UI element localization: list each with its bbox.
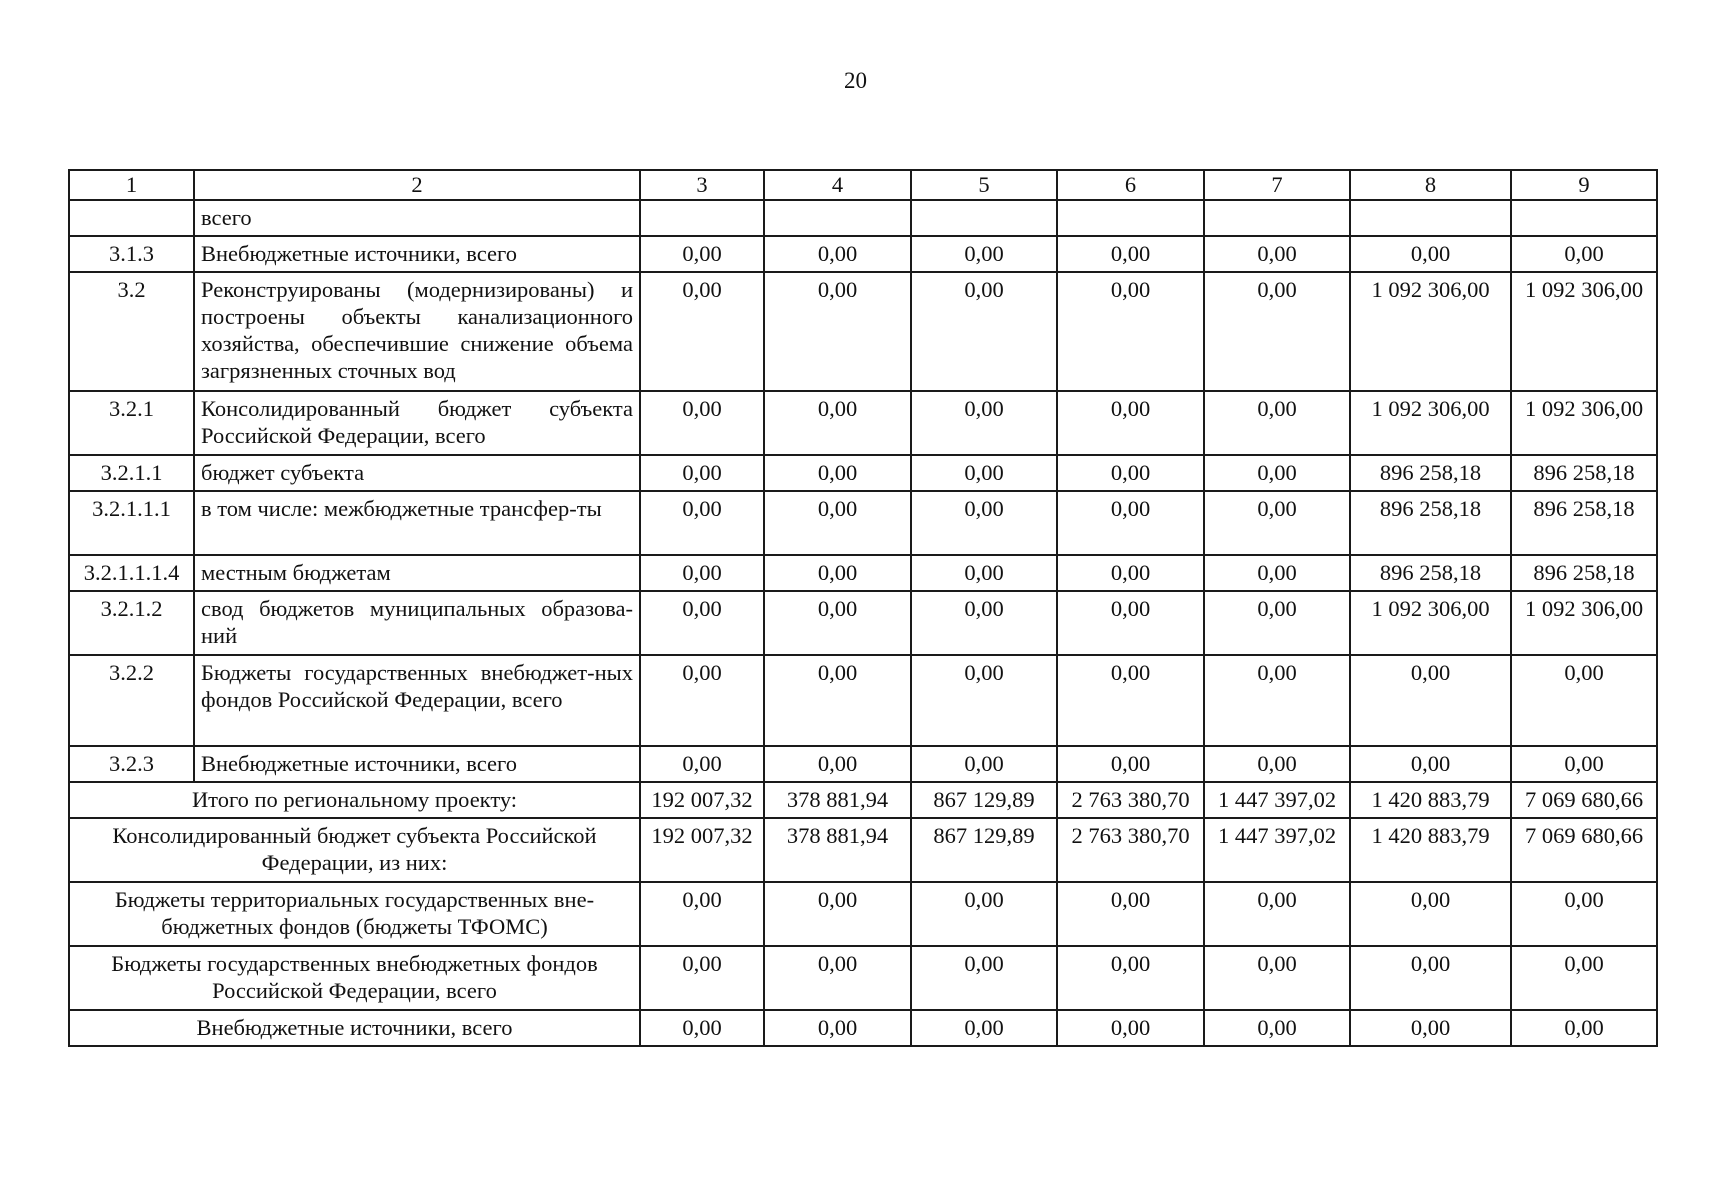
- total-value-cell: 0,00: [911, 882, 1057, 946]
- total-value-cell: 0,00: [640, 1010, 764, 1046]
- value-cell: 0,00: [911, 591, 1057, 655]
- value-cell: 0,00: [764, 746, 911, 782]
- value-cell: 0,00: [911, 491, 1057, 555]
- column-number-header: 2: [194, 170, 640, 200]
- table-row: [69, 200, 1657, 236]
- value-cell: 896 258,18: [1511, 491, 1657, 555]
- value-cell: [1057, 200, 1204, 236]
- total-value-cell: 0,00: [1204, 946, 1350, 1010]
- value-cell: 0,00: [764, 491, 911, 555]
- value-cell: 896 258,18: [1350, 555, 1511, 591]
- total-value-cell: 1 447 397,02: [1204, 782, 1350, 818]
- value-cell: 0,00: [1057, 555, 1204, 591]
- column-number-header: 5: [911, 170, 1057, 200]
- value-cell: 0,00: [764, 655, 911, 746]
- total-value-cell: 0,00: [1204, 882, 1350, 946]
- value-cell: 0,00: [1057, 655, 1204, 746]
- row-code-cell: 3.1.3: [69, 236, 194, 272]
- value-cell: 0,00: [640, 455, 764, 491]
- total-value-cell: 192 007,32: [640, 818, 764, 882]
- total-value-cell: 0,00: [1350, 946, 1511, 1010]
- value-cell: 0,00: [764, 391, 911, 455]
- row-code-cell: 3.2.1.2: [69, 591, 194, 655]
- table-row: [69, 555, 1657, 591]
- value-cell: 0,00: [1057, 746, 1204, 782]
- total-value-cell: 7 069 680,66: [1511, 782, 1657, 818]
- row-code-cell: 3.2.1.1: [69, 455, 194, 491]
- value-cell: 896 258,18: [1511, 455, 1657, 491]
- value-cell: [1350, 200, 1511, 236]
- total-value-cell: 0,00: [1057, 882, 1204, 946]
- value-cell: 0,00: [764, 272, 911, 391]
- value-cell: 0,00: [1511, 236, 1657, 272]
- value-cell: 0,00: [1204, 272, 1350, 391]
- column-number-header: 9: [1511, 170, 1657, 200]
- value-cell: 0,00: [640, 236, 764, 272]
- total-value-cell: 0,00: [640, 946, 764, 1010]
- row-name-cell: местным бюджетам: [194, 555, 640, 591]
- value-cell: 1 092 306,00: [1350, 591, 1511, 655]
- value-cell: 0,00: [640, 591, 764, 655]
- total-value-cell: 1 420 883,79: [1350, 782, 1511, 818]
- value-cell: 0,00: [640, 746, 764, 782]
- column-number-header: 7: [1204, 170, 1350, 200]
- value-cell: [640, 200, 764, 236]
- table-row: [69, 655, 1657, 746]
- total-value-cell: 0,00: [1350, 882, 1511, 946]
- value-cell: 0,00: [1204, 391, 1350, 455]
- value-cell: 0,00: [911, 746, 1057, 782]
- value-cell: 0,00: [1204, 746, 1350, 782]
- value-cell: [1511, 200, 1657, 236]
- total-value-cell: 0,00: [1204, 1010, 1350, 1046]
- value-cell: [764, 200, 911, 236]
- row-code-cell: 3.2.2: [69, 655, 194, 746]
- value-cell: 896 258,18: [1350, 491, 1511, 555]
- value-cell: 0,00: [1204, 591, 1350, 655]
- row-name-cell: Реконструированы (модернизированы) и построены объекты канализационного хозяйства, обеспечившие снижение объема загрязненных сточных вод: [194, 272, 640, 391]
- total-value-cell: 2 763 380,70: [1057, 782, 1204, 818]
- total-value-cell: 867 129,89: [911, 782, 1057, 818]
- total-value-cell: 1 420 883,79: [1350, 818, 1511, 882]
- value-cell: 0,00: [1204, 555, 1350, 591]
- row-name-cell: бюджет субъекта: [194, 455, 640, 491]
- column-number-header: 4: [764, 170, 911, 200]
- row-name-cell: Внебюджетные источники, всего: [194, 746, 640, 782]
- value-cell: [1204, 200, 1350, 236]
- budget-table: [68, 169, 1658, 1047]
- value-cell: 0,00: [640, 391, 764, 455]
- total-value-cell: 7 069 680,66: [1511, 818, 1657, 882]
- value-cell: 0,00: [1511, 655, 1657, 746]
- value-cell: 0,00: [640, 655, 764, 746]
- value-cell: 0,00: [640, 555, 764, 591]
- total-value-cell: 2 763 380,70: [1057, 818, 1204, 882]
- table-row: [69, 455, 1657, 491]
- total-label-cell: Внебюджетные источники, всего: [69, 1010, 640, 1046]
- value-cell: 0,00: [1350, 655, 1511, 746]
- value-cell: 0,00: [1511, 746, 1657, 782]
- total-value-cell: 1 447 397,02: [1204, 818, 1350, 882]
- value-cell: 0,00: [764, 455, 911, 491]
- total-value-cell: 0,00: [764, 946, 911, 1010]
- column-number-header: 8: [1350, 170, 1511, 200]
- row-name-cell: в том числе: межбюджетные трансфер-ты: [194, 491, 640, 555]
- total-label-cell: Консолидированный бюджет субъекта Российской Федерации, из них:: [69, 818, 640, 882]
- row-name-cell: Бюджеты государственных внебюджет-ных фондов Российской Федерации, всего: [194, 655, 640, 746]
- table-row: [69, 746, 1657, 782]
- value-cell: 0,00: [911, 555, 1057, 591]
- total-row: [69, 1010, 1657, 1046]
- total-value-cell: 0,00: [1511, 1010, 1657, 1046]
- total-value-cell: 0,00: [911, 1010, 1057, 1046]
- total-label-cell: Итого по региональному проекту:: [69, 782, 640, 818]
- value-cell: 0,00: [1350, 236, 1511, 272]
- table-row: [69, 236, 1657, 272]
- value-cell: 0,00: [1204, 655, 1350, 746]
- total-value-cell: 0,00: [640, 882, 764, 946]
- total-row: [69, 882, 1657, 946]
- value-cell: 1 092 306,00: [1350, 272, 1511, 391]
- table-row: [69, 491, 1657, 555]
- value-cell: [911, 200, 1057, 236]
- row-code-cell: [69, 200, 194, 236]
- row-code-cell: 3.2.1.1.1: [69, 491, 194, 555]
- total-row: [69, 782, 1657, 818]
- value-cell: 0,00: [764, 591, 911, 655]
- row-code-cell: 3.2.1: [69, 391, 194, 455]
- row-name-cell: всего: [194, 200, 640, 236]
- total-value-cell: 0,00: [1511, 882, 1657, 946]
- value-cell: 0,00: [1057, 455, 1204, 491]
- row-name-cell: свод бюджетов муниципальных образова-ний: [194, 591, 640, 655]
- value-cell: 0,00: [1350, 746, 1511, 782]
- row-name-cell: Внебюджетные источники, всего: [194, 236, 640, 272]
- value-cell: 0,00: [764, 236, 911, 272]
- value-cell: 0,00: [1057, 391, 1204, 455]
- row-code-cell: 3.2.3: [69, 746, 194, 782]
- value-cell: 0,00: [911, 455, 1057, 491]
- value-cell: 896 258,18: [1350, 455, 1511, 491]
- table-row: [69, 272, 1657, 391]
- total-value-cell: 867 129,89: [911, 818, 1057, 882]
- total-value-cell: 0,00: [764, 882, 911, 946]
- total-value-cell: 0,00: [1350, 1010, 1511, 1046]
- value-cell: 0,00: [911, 272, 1057, 391]
- value-cell: 1 092 306,00: [1511, 591, 1657, 655]
- value-cell: 896 258,18: [1511, 555, 1657, 591]
- value-cell: 0,00: [1057, 591, 1204, 655]
- total-label-cell: Бюджеты территориальных государственных вне-бюджетных фондов (бюджеты ТФОМС): [69, 882, 640, 946]
- total-value-cell: 378 881,94: [764, 818, 911, 882]
- value-cell: 0,00: [640, 272, 764, 391]
- value-cell: 1 092 306,00: [1350, 391, 1511, 455]
- total-value-cell: 0,00: [764, 1010, 911, 1046]
- row-code-cell: 3.2: [69, 272, 194, 391]
- total-value-cell: 0,00: [911, 946, 1057, 1010]
- row-code-cell: 3.2.1.1.1.4: [69, 555, 194, 591]
- total-value-cell: 192 007,32: [640, 782, 764, 818]
- value-cell: 0,00: [764, 555, 911, 591]
- total-label-cell: Бюджеты государственных внебюджетных фондов Российской Федерации, всего: [69, 946, 640, 1010]
- total-value-cell: 0,00: [1057, 1010, 1204, 1046]
- table-header-row: [69, 170, 1657, 200]
- value-cell: 1 092 306,00: [1511, 272, 1657, 391]
- value-cell: 0,00: [1057, 272, 1204, 391]
- value-cell: 0,00: [1057, 236, 1204, 272]
- total-value-cell: 0,00: [1057, 946, 1204, 1010]
- value-cell: 0,00: [1057, 491, 1204, 555]
- value-cell: 0,00: [1204, 455, 1350, 491]
- total-row: [69, 818, 1657, 882]
- table-row: [69, 591, 1657, 655]
- total-row: [69, 946, 1657, 1010]
- column-number-header: 3: [640, 170, 764, 200]
- value-cell: 0,00: [911, 391, 1057, 455]
- page-number: 20: [844, 68, 867, 93]
- value-cell: 1 092 306,00: [1511, 391, 1657, 455]
- table-row: [69, 391, 1657, 455]
- total-value-cell: 378 881,94: [764, 782, 911, 818]
- total-value-cell: 0,00: [1511, 946, 1657, 1010]
- column-number-header: 6: [1057, 170, 1204, 200]
- value-cell: 0,00: [1204, 491, 1350, 555]
- value-cell: 0,00: [911, 655, 1057, 746]
- value-cell: 0,00: [911, 236, 1057, 272]
- column-number-header: 1: [69, 170, 194, 200]
- row-name-cell: Консолидированный бюджет субъекта Российской Федерации, всего: [194, 391, 640, 455]
- value-cell: 0,00: [640, 491, 764, 555]
- value-cell: 0,00: [1204, 236, 1350, 272]
